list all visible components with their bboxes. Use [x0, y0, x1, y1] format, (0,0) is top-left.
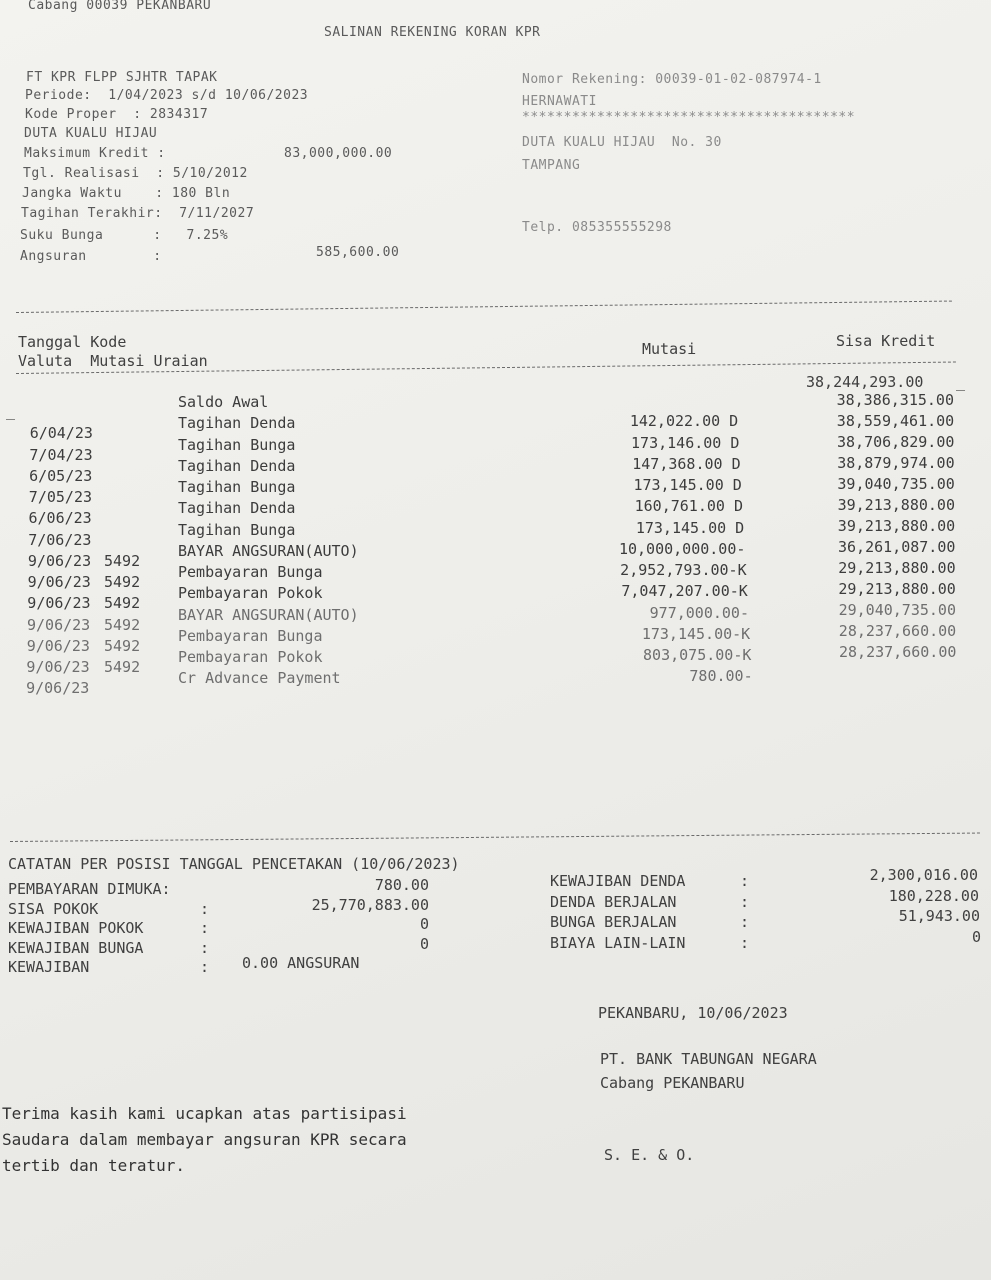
place-date: PEKANBARU, 10/06/2023 [598, 1004, 788, 1022]
suku-bunga: Suku Bunga : 7.25% [20, 228, 229, 243]
tx-sisa: 39,040,735.00 [837, 475, 955, 493]
tx-mutasi: 803,075.00-K [643, 646, 752, 664]
branch-top: Cabang 00039 PEKANBARU [28, 0, 212, 13]
tx-code: 5492 [104, 551, 141, 570]
tx-mutasi: 977,000.00- [649, 603, 749, 622]
angsuran-value: 585,600.00 [316, 245, 400, 260]
catatan-right-value: 180,228.00 [888, 886, 979, 905]
tgl-realisasi: Tgl. Realisasi : 5/10/2012 [23, 166, 248, 181]
tx-sisa: 38,706,829.00 [837, 433, 955, 451]
tx-desc: Saldo Awal [178, 393, 269, 411]
catatan-value: 25,770,883.00 [311, 895, 429, 914]
tx-desc: BAYAR ANGSURAN(AUTO) [178, 605, 359, 624]
tx-date: 7/05/23 [28, 488, 93, 506]
tx-desc: Tagihan Bunga [178, 478, 296, 496]
opening-balance: 38,244,293.00 [806, 373, 924, 391]
tx-mutasi: 173,145.00 D [633, 476, 742, 494]
tx-code: 5492 [104, 615, 141, 634]
tx-code: 5492 [104, 658, 141, 676]
separator-stars: **************************************** [522, 110, 856, 125]
catatan-right-label: KEWAJIBAN DENDA [550, 872, 686, 890]
thanks-line-1: Terima kasih kami ucapkan atas partisipasi [2, 1104, 407, 1123]
catatan-right-sep: : [740, 933, 750, 952]
catatan-label: KEWAJIBAN BUNGA [8, 938, 144, 957]
tx-sisa: 29,040,735.00 [838, 601, 956, 619]
tx-desc: Pembayaran Bunga [178, 626, 323, 645]
catatan-label: SISA POKOK [8, 899, 99, 918]
tx-date: 9/06/23 [27, 594, 91, 613]
catatan-title: CATATAN PER POSISI TANGGAL PENCETAKAN (10/06/2023) [8, 855, 460, 873]
tx-desc: Tagihan Bunga [178, 435, 296, 454]
opening-balance-mark: _ [956, 373, 966, 391]
catatan-right-label: BIAYA LAIN-LAIN [550, 933, 686, 952]
catatan-label: PEMBAYARAN DIMUKA: [8, 880, 171, 898]
tx-mutasi: 173,146.00 D [631, 433, 740, 452]
catatan-right-label: DENDA BERJALAN [550, 892, 677, 911]
tx-desc: BAYAR ANGSURAN(AUTO) [178, 541, 359, 560]
tx-date: 7/04/23 [29, 445, 93, 464]
tx-code: 5492 [104, 594, 141, 613]
col-tanggal-kode: Tanggal Kode [18, 333, 127, 351]
product-name: FT KPR FLPP SJHTR TAPAK [26, 70, 218, 85]
tx-date: 9/06/23 [27, 573, 91, 591]
catatan-right-value: 2,300,016.00 [869, 866, 978, 884]
catatan-value: 780.00 [374, 876, 429, 894]
catatan-sep: : [200, 919, 210, 937]
tx-date: 6/04/23 [29, 424, 93, 443]
tx-desc: Tagihan Denda [178, 456, 296, 475]
tx-desc: Tagihan Denda [178, 499, 296, 518]
kota: TAMPANG [522, 158, 581, 173]
tx-sisa: 39,213,880.00 [837, 517, 956, 535]
catatan-sep: : [200, 958, 210, 976]
thanks-line-3: tertib dan teratur. [2, 1156, 186, 1175]
tx-date: 9/06/23 [27, 551, 92, 570]
col-sisa-kredit: Sisa Kredit [836, 332, 936, 350]
tx-date: 9/06/23 [26, 658, 90, 676]
tx-mutasi: 142,022.00 D [629, 412, 739, 431]
bank-name: PT. BANK TABUNGAN NEGARA [600, 1050, 817, 1068]
tx-desc: Pembayaran Bunga [178, 563, 323, 581]
tx-sisa: 36,261,087.00 [838, 538, 956, 556]
tx-sisa: 28,237,660.00 [838, 622, 957, 640]
tx-code: 5492 [104, 636, 141, 655]
catatan-right-value: 0 [971, 927, 981, 946]
tx-mutasi: 7,047,207.00-K [621, 582, 748, 601]
nomor-rekening: Nomor Rekening: 00039-01-02-087974-1 [522, 72, 822, 87]
catatan-sep: : [200, 899, 210, 918]
maks-kredit-label: Maksimum Kredit : [24, 146, 166, 161]
tx-mutasi: 780.00- [689, 667, 753, 686]
tx-sisa: 39,213,880.00 [837, 496, 955, 514]
catatan-right-sep: : [740, 892, 750, 911]
tx-date: 6/05/23 [29, 466, 93, 485]
tx-date: 9/06/23 [27, 615, 91, 634]
jangka-waktu: Jangka Waktu : 180 Bln [22, 186, 231, 201]
catatan-right-value: 51,943.00 [898, 907, 980, 925]
tx-mutasi: 160,761.00 D [634, 497, 743, 516]
tx-mutasi: 147,368.00 D [632, 454, 741, 473]
alamat: DUTA KUALU HIJAU No. 30 [522, 135, 722, 150]
tx-desc: Cr Advance Payment [178, 669, 341, 688]
catatan-right-sep: : [740, 913, 750, 931]
divider-3 [10, 833, 980, 842]
tagihan-terakhir: Tagihan Terakhir: 7/11/2027 [21, 206, 255, 221]
col-mutasi: Mutasi [642, 340, 697, 358]
tx-desc: Tagihan Denda [178, 414, 296, 433]
col-valuta-mutasi-uraian: Valuta Mutasi Uraian [18, 352, 208, 370]
tx-date: 6/06/23 [28, 509, 92, 528]
row-marker: _ [6, 402, 16, 420]
maks-kredit-value: 83,000,000.00 [284, 146, 393, 161]
tx-mutasi: 173,145.00-K [641, 624, 751, 643]
tx-date: 9/06/23 [26, 636, 90, 655]
tx-sisa: 29,213,880.00 [838, 559, 956, 577]
seo-note: S. E. & O. [604, 1146, 695, 1164]
lokasi: DUTA KUALU HIJAU [24, 126, 158, 141]
tx-sisa: 38,386,315.00 [836, 391, 954, 409]
periode: Periode: 1/04/2023 s/d 10/06/2023 [25, 88, 309, 103]
angsuran-label: Angsuran : [20, 249, 162, 264]
tx-mutasi: 10,000,000.00- [618, 539, 746, 558]
tx-desc: Pembayaran Pokok [178, 648, 323, 666]
tx-sisa: 38,559,461.00 [836, 412, 955, 430]
catatan-sep: : [200, 938, 210, 957]
thanks-line-2: Saudara dalam membayar angsuran KPR secara [2, 1130, 407, 1149]
tx-sisa: 38,879,974.00 [837, 454, 955, 472]
divider-1 [16, 301, 952, 313]
tx-desc: Pembayaran Pokok [178, 584, 323, 603]
telepon: Telp. 085355555298 [522, 220, 672, 235]
bank-branch: Cabang PEKANBARU [600, 1074, 745, 1092]
tx-code: 5492 [104, 573, 141, 591]
tx-sisa: 28,237,660.00 [839, 643, 957, 661]
tx-date: 7/06/23 [28, 530, 92, 549]
tx-mutasi: 2,952,793.00-K [620, 561, 747, 579]
catatan-value: 0 [419, 934, 429, 953]
tx-desc: Tagihan Bunga [178, 520, 296, 539]
kode-proper: Kode Proper : 2834317 [25, 107, 209, 122]
tx-date: 9/06/23 [26, 679, 90, 698]
tx-mutasi: 173,145.00 D [635, 518, 745, 537]
catatan-label: KEWAJIBAN [8, 958, 90, 976]
catatan-value: 0 [419, 915, 429, 933]
catatan-label: KEWAJIBAN POKOK [8, 919, 144, 937]
page-title: SALINAN REKENING KORAN KPR [324, 25, 541, 40]
tx-sisa: 29,213,880.00 [838, 580, 956, 598]
catatan-right-label: BUNGA BERJALAN [550, 913, 677, 931]
nama-nasabah: HERNAWATI [522, 94, 597, 109]
catatan-right-sep: : [740, 872, 750, 890]
catatan-value: 0.00 ANGSURAN [242, 954, 360, 972]
